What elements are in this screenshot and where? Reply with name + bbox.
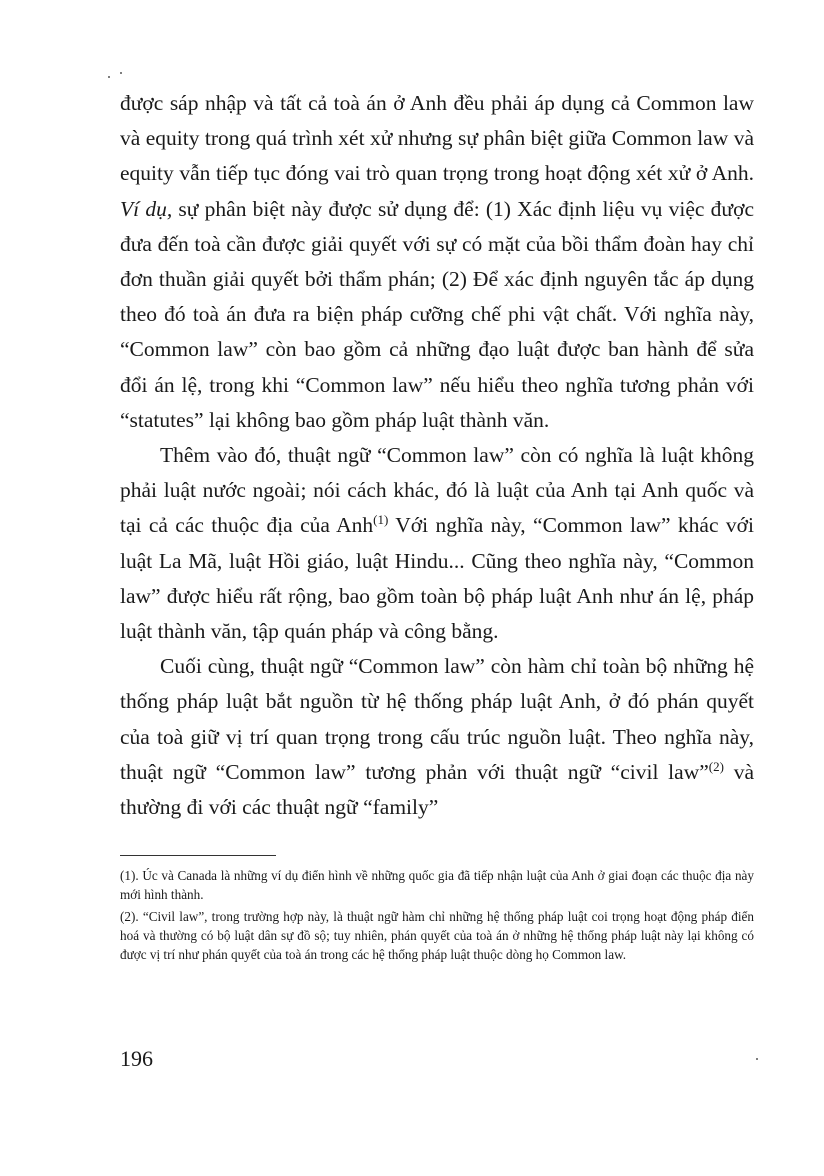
text-run: và thường đi với các thuật ngữ “family” — [120, 759, 754, 820]
scan-speck — [120, 72, 122, 74]
text-run: Với nghĩa này, “Common law” khác với luật La Mã, luật Hồi giáo, luật Hindu... Cũng theo nghĩa này, “Common law” được hiểu rất rộng, bao gồm toàn bộ pháp luật Anh như án lệ, pháp luật thành văn, tập quán pháp và công bằng. — [120, 513, 754, 644]
footnote-ref-1: (1) — [373, 512, 389, 528]
page-number: 196 — [120, 1046, 153, 1071]
footnote-2: (2). “Civil law”, trong trường hợp này, là thuật ngữ hàm chỉ những hệ thống pháp luật coi trọng hoạt động pháp điển hoá và thường có bộ luật dân sự đồ sộ; tuy nhiên, phán quyết của toà án ở những hệ thống pháp luật này lại không có được vị trí như phán quyết của toà án trong các hệ thống pháp luật thuộc dòng họ Common law. — [120, 909, 754, 963]
text-run: Thêm vào đó, thuật ngữ “Common law” còn có nghĩa là luật không phải luật nước ngoài; nói cách khác, đó là luật của Anh tại Anh quốc và tại cả các thuộc địa của Anh — [120, 443, 754, 538]
footnotes — [120, 866, 754, 964]
footnote-1: (1). Úc và Canada là những ví dụ điển hình về những quốc gia đã tiếp nhận luật của Anh ở giai đoạn các thuộc địa này mới hình thành. — [120, 868, 754, 903]
paragraph — [120, 649, 754, 825]
footnote-ref-2: (2) — [708, 758, 724, 774]
text-run: Cuối cùng, thuật ngữ “Common law” còn hàm chỉ toàn bộ những hệ thống pháp luật bắt nguồn từ hệ thống pháp luật Anh, ở đó phán quyết của toà giữ vị trí quan trọng trong cấu trúc nguồn luật. Theo nghĩa này, thuật ngữ “Common law” tương phản với thuật ngữ “civil law” — [120, 654, 754, 784]
text-run: sự phân biệt này được sử dụng để: (1) Xác định liệu vụ việc được đưa đến toà cần được giải quyết với sự có mặt của bồi thẩm đoàn hay chỉ đơn thuần giải quyết bởi thẩm phán; (2) Để xác định nguyên tắc áp dụng theo đó toà án đưa ra biện pháp cưỡng chế phi vật chất. Với nghĩa này, “Common law” còn bao gồm cả những đạo luật được ban hành để sửa đổi án lệ, trong khi “Common law” nếu hiểu theo nghĩa tương phản với “statutes” lại không bao gồm pháp luật thành văn. — [120, 196, 754, 432]
italic-run: Ví dụ, — [120, 196, 173, 221]
scan-speck — [108, 76, 110, 78]
paragraph — [120, 438, 754, 649]
body-text — [120, 86, 754, 825]
text-run: được sáp nhập và tất cả toà án ở Anh đều phải áp dụng cả Common law và equity trong quá trình xét xử nhưng sự phân biệt giữa Common law và equity vẫn tiếp tục đóng vai trò quan trọng trong hoạt động xét xử ở Anh. — [120, 91, 754, 186]
scan-speck — [756, 1058, 758, 1060]
paragraph — [120, 86, 754, 438]
page-content — [120, 86, 754, 967]
footnote-separator — [120, 855, 276, 856]
